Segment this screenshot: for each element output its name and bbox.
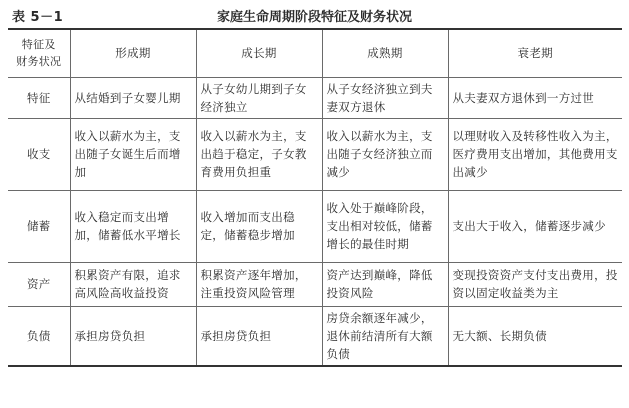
table-row [8,190,622,262]
table-row [8,77,622,118]
table-cell: 承担房贷负担 [196,306,322,366]
table-row [8,306,622,366]
table-cell: 承担房贷负担 [70,306,196,366]
table-cell: 以理财收入及转移性收入为主，医疗费用支出增加，其他费用支出减少 [448,118,622,190]
row-header: 资产 [8,262,70,306]
table-number: 表 5－1 [12,10,64,25]
table-row [8,118,622,190]
table-caption [12,6,622,28]
table-cell: 资产达到巅峰，降低投资风险 [322,262,448,306]
table-cell: 收入以薪水为主，支出随子女诞生后而增加 [70,118,196,190]
row-header: 储蓄 [8,190,70,262]
table-cell: 房贷余额逐年减少，退休前结清所有大额负债 [322,306,448,366]
column-header: 衰老期 [448,29,622,77]
table-title: 家庭生命周期阶段特征及财务状况 [217,10,413,25]
table-row [8,262,622,306]
table-cell: 从夫妻双方退休到一方过世 [448,77,622,118]
table-cell: 收入处于巅峰阶段，支出相对较低，储蓄增长的最佳时期 [322,190,448,262]
column-header: 形成期 [70,29,196,77]
column-header: 成熟期 [322,29,448,77]
row-header: 特征 [8,77,70,118]
table-cell: 积累资产逐年增加，注重投资风险管理 [196,262,322,306]
table-cell: 从子女经济独立到夫妻双方退休 [322,77,448,118]
row-header: 负债 [8,306,70,366]
table-cell: 从结婚到子女婴儿期 [70,77,196,118]
table-cell: 从子女幼儿期到子女经济独立 [196,77,322,118]
table-cell: 支出大于收入，储蓄逐步减少 [448,190,622,262]
table-cell: 积累资产有限，追求高风险高收益投资 [70,262,196,306]
table-cell: 收入增加而支出稳定，储蓄稳步增加 [196,190,322,262]
table-cell: 无大额、长期负债 [448,306,622,366]
header-row [8,29,622,77]
column-header: 成长期 [196,29,322,77]
corner-header: 特征及 财务状况 [8,29,70,77]
table-cell: 收入稳定而支出增加，储蓄低水平增长 [70,190,196,262]
table-cell: 收入以薪水为主，支出趋于稳定，子女教育费用负担重 [196,118,322,190]
table-cell: 变现投资资产支付支出费用，投资以固定收益类为主 [448,262,622,306]
table-cell: 收入以薪水为主，支出随子女经济独立而减少 [322,118,448,190]
row-header: 收支 [8,118,70,190]
lifecycle-table [8,28,622,367]
